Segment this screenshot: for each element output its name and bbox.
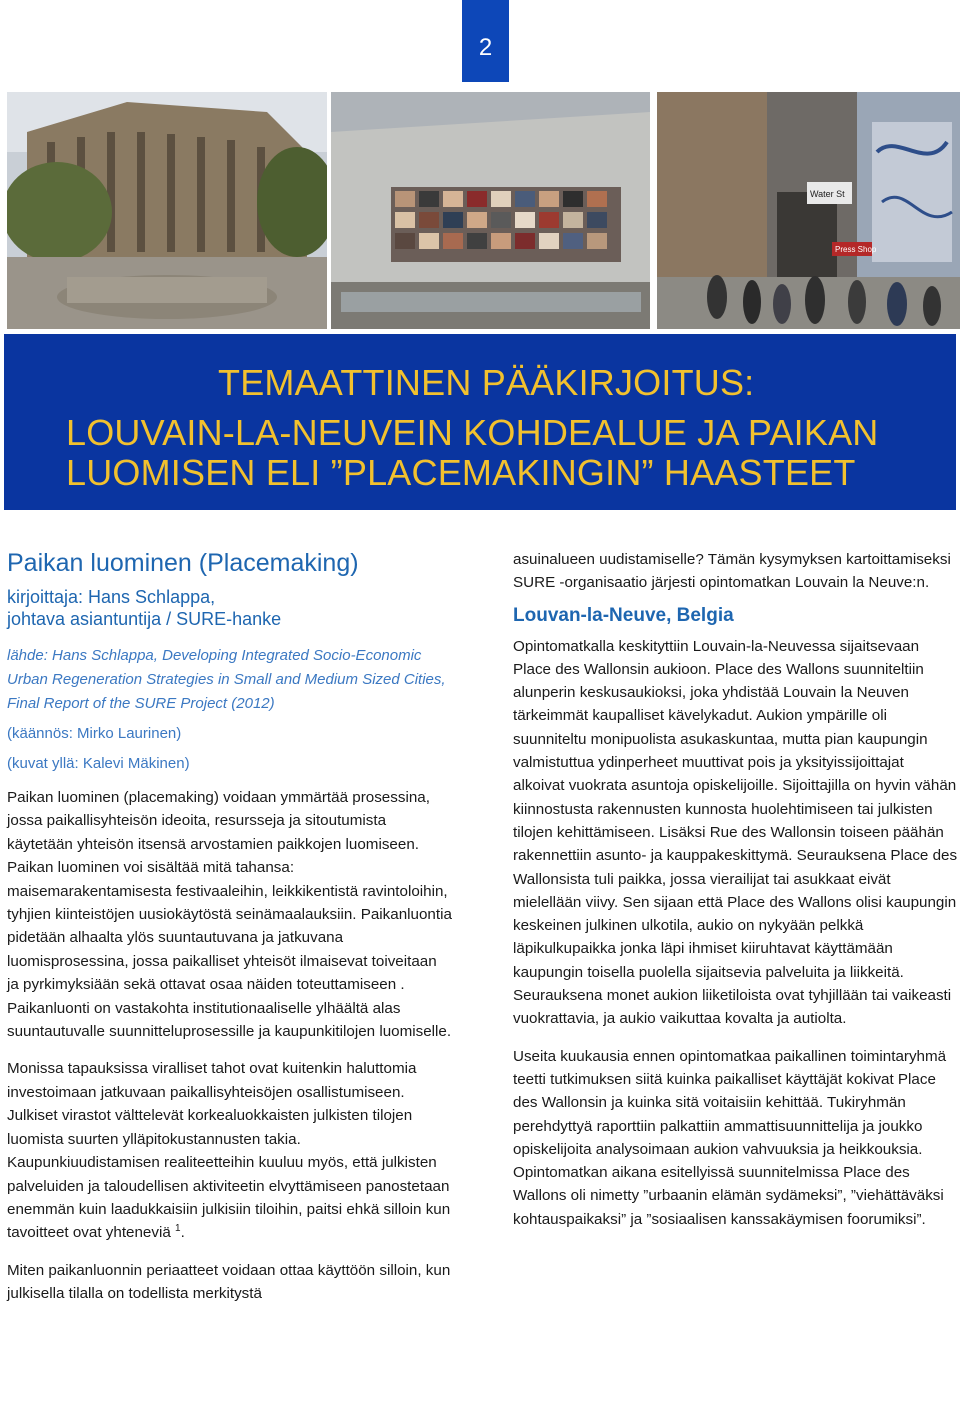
body-paragraph [7, 1057, 452, 1244]
photo-credit: (kuvat yllä: Kalevi Mäkinen) [7, 755, 190, 772]
body-paragraph: Miten paikanluonnin periaatteet voidaan ottaa käyttöön silloin, kun julkisella tilalla on todellista merkitystä [7, 1261, 451, 1303]
body-paragraph: Paikan luominen (placemaking) voidaan ymmärtää prosessina, jossa paikallisyhteisön ideoita, resursseja ja sitoutumista käytetään yhteisön itsensä arvostamien paikkojen luomiseen. Paikan luominen voi sisältää mitä tahansa: maisemarakentamisesta festivaaleihin, leikkikentistä ravintoloihin, tyhjien kiinteistöjen uusiokäytöstä seinämaalauksiin. Paikanluontia pidetään alhaalta ylös suuntautuvana ja jatkuvana luomisprosessina, jossa paikalliset yhteisöt ilmaisevat toiveitaan ja pyrkimyksiään sekä ottavat osaa näiden toteuttamiseen . Paikanluonti on vastakohta institutionaaliselle ylhäältä alas suuntautuvalle suunnitteluprosessille ja kaupunkitilojen luomiselle. [7, 789, 452, 1041]
body-paragraph: asuinalueen uudistamiselle? Tämän kysymyksen kartoittamiseksi SURE -organisaatio järjesti opintomatkan Louvain la Neuve:n. [513, 551, 951, 592]
author-byline [7, 586, 452, 630]
source-citation: lähde: Hans Schlappa, Developing Integrated Socio-Economic Urban Regeneration Strategies in Small and Medium Sized Cities, Final Report of the SURE Project (2012) [7, 647, 446, 712]
banner-line-2: LOUVAIN-LA-NEUVEIN KOHDEALUE JA PAIKAN [66, 412, 879, 453]
body-paragraph-text: Monissa tapauksissa viralliset tahot ovat kuitenkin haluttomia investoimaan jatkuvaan paikallisyhteisöjen osallistumiseen. Julkiset virastot välttelevät korkealuokkaisten julkisten tilojen luomista suurten ylläpitokustannusten takia. Kaupunkiuudistamisen realiteetteihin kuuluu myös, että julkisten palveluiden ja taloudellisen aktiviteetin elvyttämiseen panostetaan enemmän kuin laadukkaisiin julkisiin tiloihin, paitsi ehkä silloin kun tavoitteet ovat yhteneviä [7, 1060, 451, 1242]
section-heading: Louvan-la-Neuve, Belgia [513, 604, 734, 626]
photo-street-shops [657, 92, 960, 329]
street-sign-text: Water St [810, 189, 845, 199]
photo-mural-wall [331, 92, 650, 329]
sentence-end: . [180, 1224, 185, 1242]
footnote-marker: 1 [175, 1223, 181, 1235]
page-number: 2 [478, 34, 493, 61]
author-name: kirjoittaja: Hans Schlappa, [7, 587, 216, 607]
translation-credit: (käännös: Mirko Laurinen) [7, 725, 182, 742]
headline-banner [4, 334, 956, 510]
body-paragraph: Opintomatkalla keskityttiin Louvain-la-Neuvessa sijaitsevaan Place des Wallonsin aukioon. Place des Wallons suunniteltiin alunperin keskusaukioksi, joka yhdistää Louvain la Neuven tärkeimmät kaupalliset kävelykadut. Aukion ympärille oli suunniteltu monipuolista asukaskuntaa, mutta pian kaupungin valmistuttua ydinperheet muuttivat pois ja yksityissijoittajat alkoivat vuokrata asuntoja opiskelijoille. Sijoittajilla on hyvin vähän kiinnostusta rakennusten kunnosta huolehtimiseen tai julkisten tilojen kehittämiseen. Lisäksi Rue des Wallonsin toiseen päähän rakennettiin asunto- ja kauppakeskittymä. Seurauksena Place des Wallonsista tuli paikka, jossa vierailijat tai asukkaat eivät mielellään viivy. Sen sijaan että Place des Wallons olisi kaupungin keskeinen julkinen ulkotila, aukio on nykyään pelkkä läpikulkupaikka jonka läpi ihmiset kiiruhtavat käyttämään kaupungin toisella puolella sijaitsevia palveluita ja liikkeitä. Seurauksena monet aukion liiketiloista ovat tyhjillään tai vaikeasti vuokrattavia, ja aukio vaikuttaa kovalta ja autiolta. [513, 637, 958, 1028]
shop-sign-text: Press Shop [835, 245, 877, 254]
left-column [7, 548, 452, 1320]
page-number-tab [462, 0, 509, 82]
banner-line-3: LUOMISEN ELI ”PLACEMAKINGIN” HAASTEET [66, 452, 856, 493]
article-title: Paikan luominen (Placemaking) [7, 549, 359, 577]
photo-building-plaza [7, 92, 327, 329]
banner-line-1: TEMAATTINEN PÄÄKIRJOITUS: [218, 362, 755, 403]
body-paragraph: Useita kuukausia ennen opintomatkaa paikallinen toimintaryhmä teetti tutkimuksen siitä kuinka paikalliset käyttäjät kokivat Place des Wallonsin ja kuinka sitä voitaisiin kehittää. Tukiryhmän perehdyttyä raporttiin palkattiin ammattisuunnittelija ja joukko opiskelijoita analysoimaan aukion vahvuuksia ja heikkouksia. Opintomatkan aikana esitellyissä suunnitelmissa Place des Wallons oli nimetty ”urbaanin elämän sydämeksi”, ”viehättäväksi kohtauspaikaksi” ja ”sosiaalisen kanssakäymisen foorumiksi”. [513, 1047, 947, 1228]
author-role: johtava asiantuntija / SURE-hanke [7, 609, 282, 629]
right-column [513, 548, 958, 1245]
